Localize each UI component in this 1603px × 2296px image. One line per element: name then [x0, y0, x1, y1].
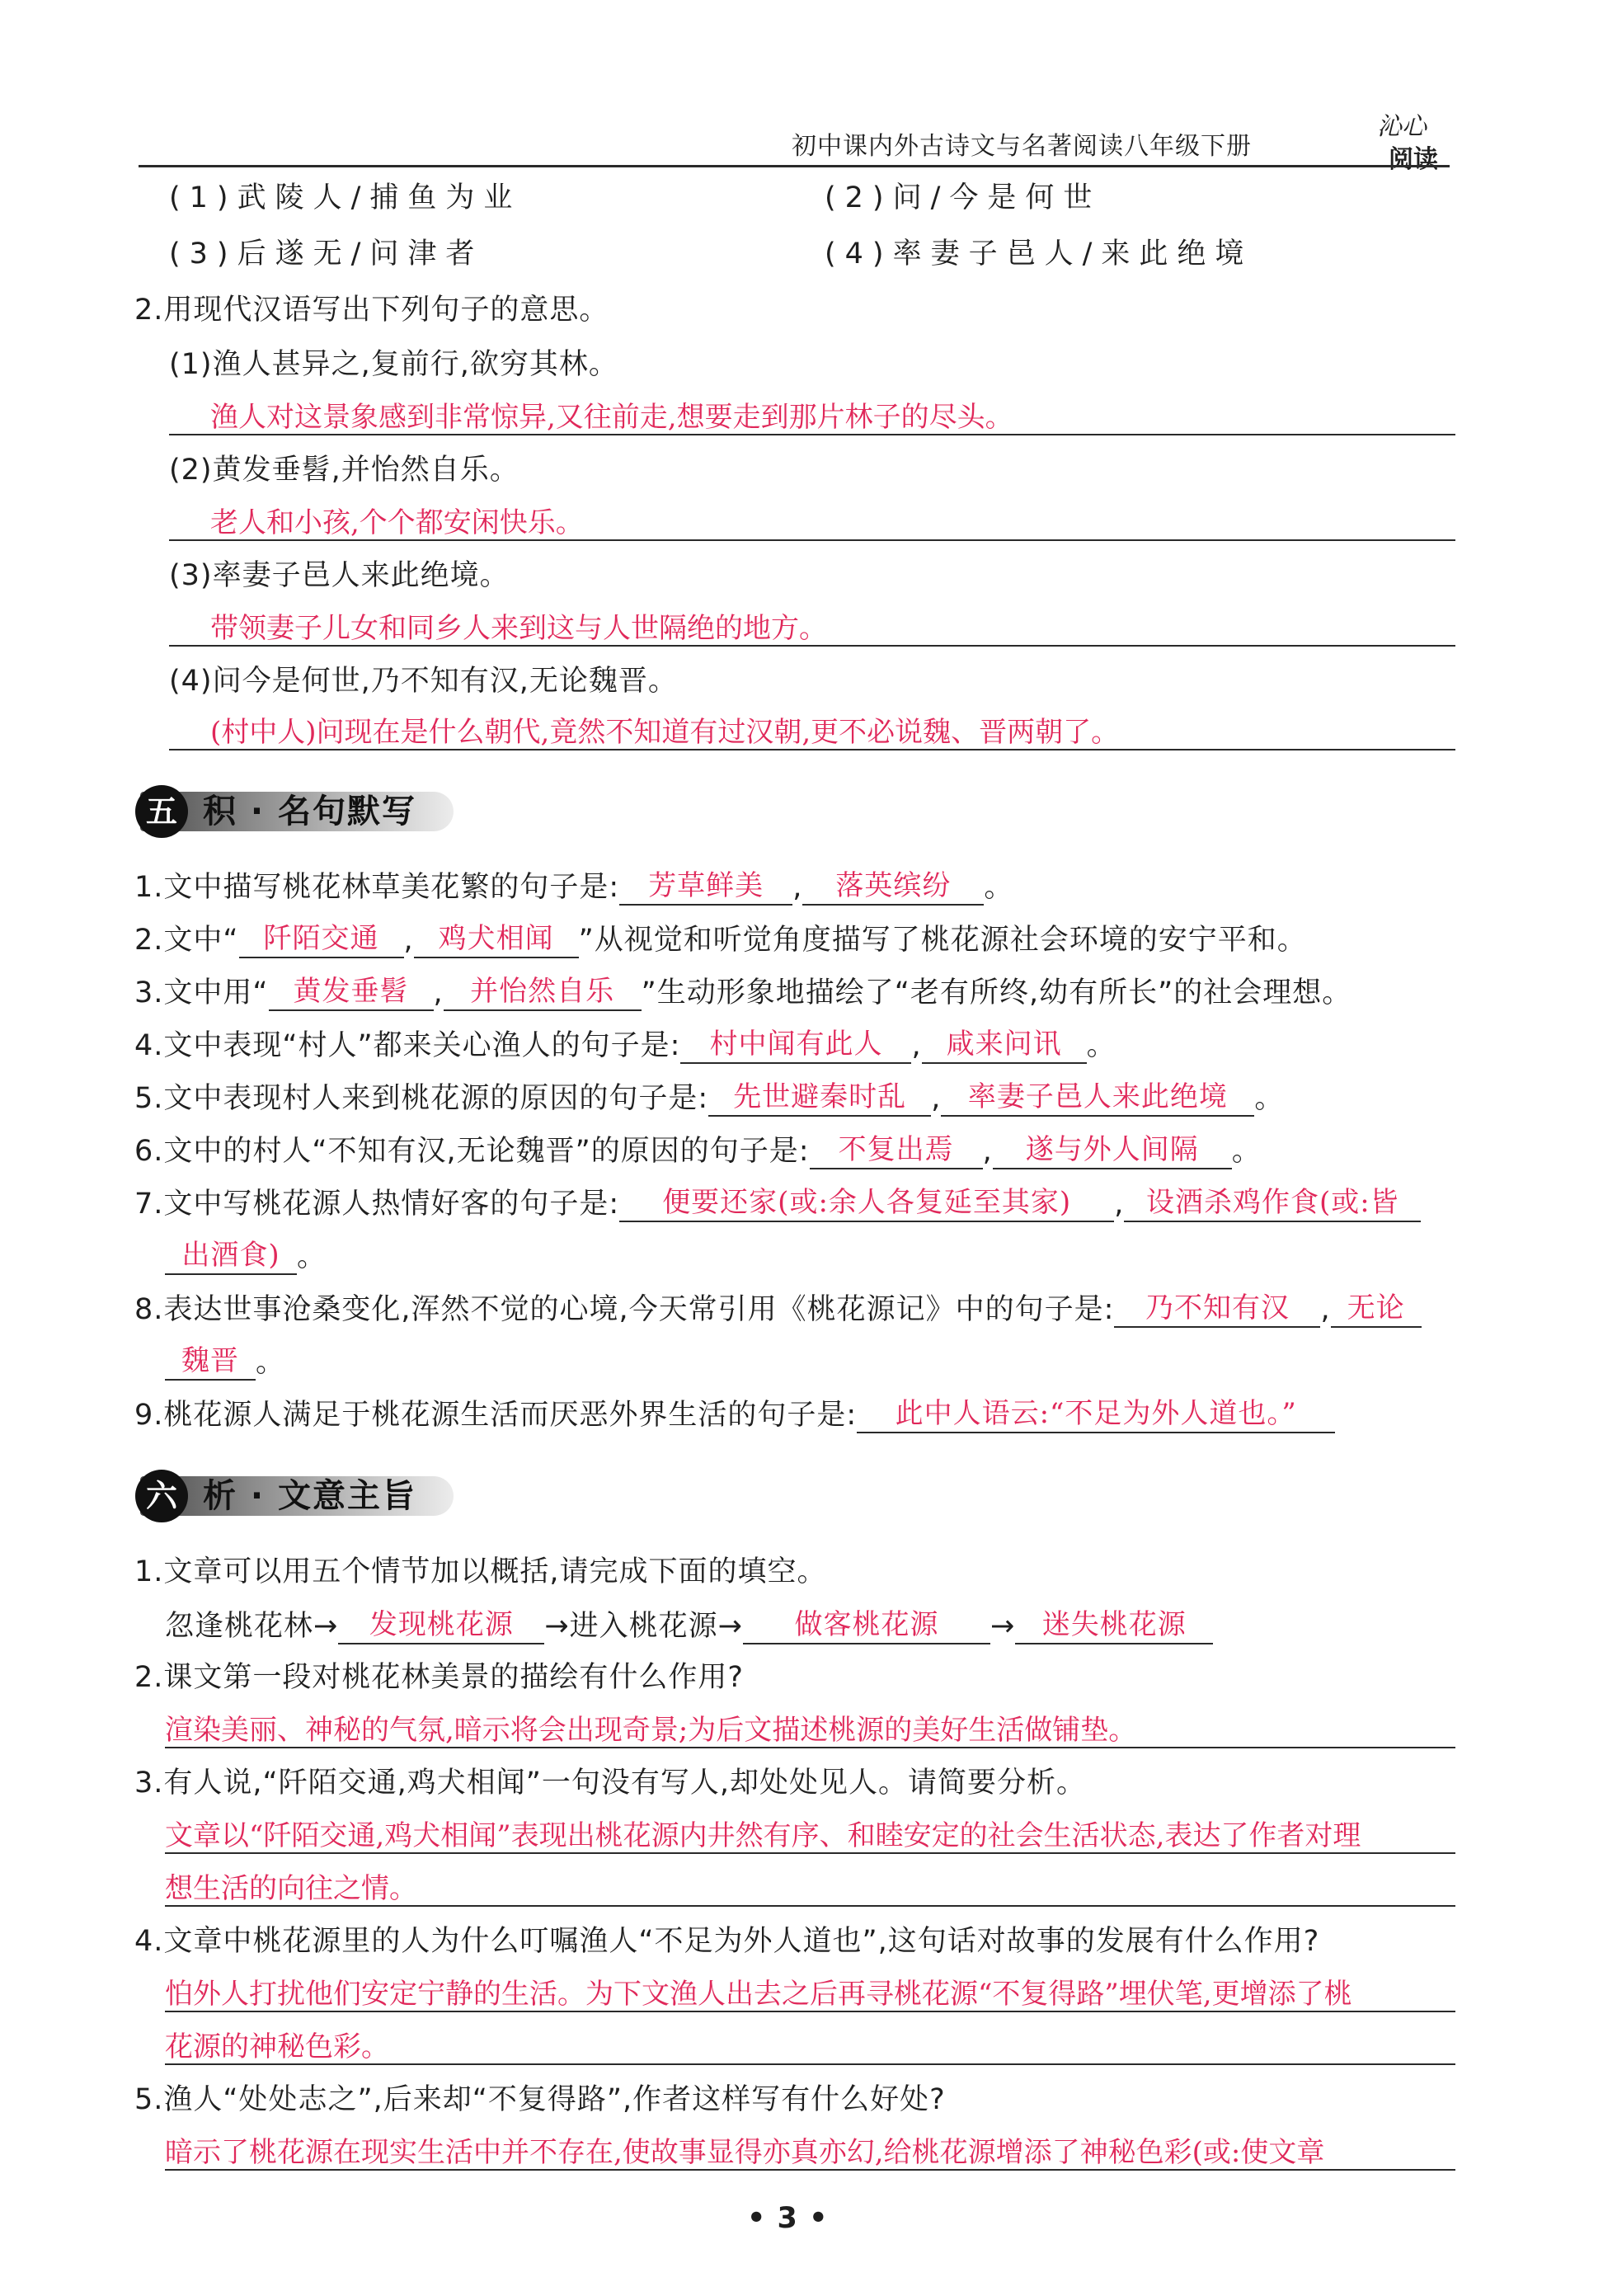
- brand-logo: [1361, 106, 1451, 172]
- s5-q9-text: 9.桃花源人满足于桃花源生活而厌恶外界生活的句子是:: [134, 1399, 858, 1432]
- s5-q9-blank-1: 此中人语云:“不足为外人道也。”: [857, 1395, 1335, 1433]
- answer-line: [169, 539, 1455, 541]
- s6-q4-title: 4.文章中桃花源里的人为什么叮嘱渔人“不足为外人道也”,这句话对故事的发展有什么作用?: [134, 1925, 1320, 1958]
- s5-q7: [134, 1184, 1421, 1222]
- q2-item-2: (2)黄发垂髫,并怡然自乐。: [169, 454, 519, 487]
- s5-q4-blank-1: 村中闻有此人: [680, 1026, 911, 1064]
- answer-line: [169, 645, 1455, 647]
- q2-answer-1: 渔人对这景象感到非常惊异,又往前走,想要走到那片林子的尽头。: [210, 401, 1013, 434]
- s5-q2: [134, 920, 1307, 958]
- s5-q5: [134, 1079, 1284, 1117]
- s5-q8-cont: [165, 1343, 285, 1381]
- answer-line: [165, 1747, 1455, 1748]
- s6-q3-answer-line-2: 想生活的向往之情。: [165, 1872, 417, 1905]
- s5-q8-text: 8.表达世事沧桑变化,浑然不觉的心境,今天常引用《桃花源记》中的句子是:: [134, 1293, 1115, 1326]
- q2-title: 2.用现代汉语写出下列句子的意思。: [134, 294, 609, 327]
- answer-line: [165, 2063, 1455, 2065]
- top-item-1: (1)武陵人/捕鱼为业: [169, 181, 522, 214]
- s5-q1-text: 1.文中描写桃花林草美花繁的句子是:: [134, 871, 620, 904]
- s5-q8-end: 。: [256, 1346, 286, 1379]
- s5-q3-sep: ,: [433, 976, 444, 1009]
- s5-q2-sep: ,: [403, 924, 414, 957]
- s5-q2-blank-1: 阡陌交通: [239, 920, 404, 958]
- s5-q7-blank-1: 便要还家(或:余人各复延至其家): [619, 1184, 1114, 1222]
- s6-q3-answer-line-1: 文章以“阡陌交通,鸡犬相闻”表现出桃花源内井然有序、和睦安定的社会生活状态,表达了作者对理: [165, 1819, 1361, 1852]
- s6-q1-step-2: →进入桃花源→: [544, 1610, 743, 1643]
- s5-q6-blank-1: 不复出焉: [810, 1132, 983, 1169]
- s5-q3-blank-1: 黄发垂髫: [269, 973, 434, 1011]
- s6-q2-answer: 渲染美丽、神秘的气氛,暗示将会出现奇景;为后文描述桃源的美好生活做铺垫。: [165, 1714, 1137, 1747]
- s5-q8: [134, 1290, 1422, 1328]
- s5-q1-blank-2: 落英缤纷: [802, 868, 984, 906]
- s5-q4-sep: ,: [911, 1029, 922, 1062]
- s5-q6: [134, 1132, 1262, 1169]
- s5-q2-end: ”从视觉和听觉角度描写了桃花源社会环境的安宁平和。: [578, 924, 1307, 957]
- s5-q7-sep: ,: [1114, 1188, 1125, 1221]
- s5-q6-end: 。: [1231, 1135, 1262, 1168]
- s5-q5-blank-2: 率妻子邑人来此绝境: [941, 1079, 1254, 1117]
- q2-answer-2: 老人和小孩,个个都安闲快乐。: [210, 506, 584, 539]
- s6-q1-title: 1.文章可以用五个情节加以概括,请完成下面的填空。: [134, 1555, 827, 1588]
- top-item-3: (3)后遂无/问津者: [169, 238, 484, 271]
- s5-q1-sep: ,: [792, 871, 803, 904]
- section-title: 析 · 文意主旨: [203, 1477, 417, 1515]
- s5-q2-text: 2.文中“: [134, 924, 239, 957]
- s6-q1-flow: [165, 1607, 1213, 1644]
- s5-q3-text: 3.文中用“: [134, 976, 269, 1009]
- s6-q3-title: 3.有人说,“阡陌交通,鸡犬相闻”一句没有写人,却处处见人。请简要分析。: [134, 1767, 1087, 1800]
- top-item-2: (2)问/今是何世: [825, 181, 1102, 214]
- s5-q5-end: 。: [1254, 1082, 1285, 1115]
- s5-q7-end: 。: [297, 1240, 327, 1273]
- s5-q8-blank-2-cont: 魏晋: [165, 1343, 256, 1381]
- s5-q7-text: 7.文中写桃花源人热情好客的句子是:: [134, 1188, 620, 1221]
- s5-q7-blank-2: 设酒杀鸡作食(或:皆: [1124, 1184, 1421, 1222]
- header-rule: [139, 165, 1450, 167]
- s6-q1-blank-2: 做客桃花源: [743, 1607, 990, 1644]
- s6-q4-answer-line-1: 怕外人打扰他们安定宁静的生活。为下文渔人出去之后再寻桃花源“不复得路”埋伏笔,更增添了桃: [165, 1978, 1352, 2011]
- q2-item-3: (3)率妻子邑人来此绝境。: [169, 559, 510, 592]
- s5-q5-text: 5.文中表现村人来到桃花源的原因的句子是:: [134, 1082, 709, 1115]
- book-title: 初中课内外古诗文与名著阅读八年级下册: [792, 132, 1252, 161]
- s6-q2-title: 2.课文第一段对桃花林美景的描绘有什么作用?: [134, 1661, 744, 1694]
- s5-q1-end: 。: [984, 871, 1014, 904]
- s5-q6-sep: ,: [982, 1135, 993, 1168]
- section-5-banner: [140, 783, 454, 841]
- answer-line: [169, 434, 1455, 435]
- s5-q8-blank-2: 无论: [1331, 1290, 1422, 1328]
- s5-q5-sep: ,: [931, 1082, 942, 1115]
- s6-q1-step-3: →: [990, 1610, 1016, 1643]
- answer-line: [165, 1852, 1455, 1854]
- answer-line: [169, 749, 1455, 750]
- s5-q8-blank-1: 乃不知有汉: [1114, 1290, 1320, 1328]
- s6-q1-blank-3: 迷失桃花源: [1015, 1607, 1213, 1644]
- answer-line: [165, 1905, 1455, 1907]
- top-item-4: (4)率妻子邑人/来此绝境: [825, 238, 1253, 271]
- logo-top: 沁心: [1377, 112, 1427, 141]
- s6-q1-blank-1: 发现桃花源: [338, 1607, 544, 1644]
- s6-q4-answer-line-2: 花源的神秘色彩。: [165, 2030, 389, 2063]
- s5-q1: [134, 868, 1013, 906]
- s6-q5-answer-line-1: 暗示了桃花源在现实生活中并不存在,使故事显得亦真亦幻,给桃花源增添了神秘色彩(或:使文章: [165, 2136, 1325, 2169]
- section-title: 积 · 名句默写: [203, 793, 417, 830]
- s5-q1-blank-1: 芳草鲜美: [619, 868, 792, 906]
- s5-q4-blank-2: 咸来问讯: [922, 1026, 1087, 1064]
- s5-q3-end: ”生动形象地描绘了“老有所终,幼有所长”的社会理想。: [641, 976, 1352, 1009]
- s5-q7-blank-2-cont: 出酒食): [165, 1237, 297, 1275]
- s5-q3-blank-2: 并怡然自乐: [444, 973, 642, 1011]
- q2-item-1: (1)渔人甚异之,复前行,欲穷其林。: [169, 348, 618, 381]
- s5-q7-cont: [165, 1237, 327, 1275]
- answer-line: [165, 2011, 1455, 2012]
- s5-q9: [134, 1395, 1335, 1433]
- s5-q3: [134, 973, 1352, 1011]
- q2-answer-3: 带领妻子儿女和同乡人来到这与人世隔绝的地方。: [210, 612, 827, 645]
- page-number: • 3 •: [747, 2202, 829, 2235]
- s5-q4: [134, 1026, 1116, 1064]
- logo-bottom: 阅读: [1389, 145, 1438, 174]
- q2-item-4: (4)问今是何世,乃不知有汉,无论魏晋。: [169, 665, 678, 698]
- s5-q5-blank-1: 先世避秦时乱: [708, 1079, 931, 1117]
- s6-q1-step-1: 忽逢桃花林→: [165, 1610, 339, 1643]
- s5-q6-text: 6.文中的村人“不知有汉,无论魏晋”的原因的句子是:: [134, 1135, 810, 1168]
- answer-line: [165, 2169, 1455, 2171]
- q2-answer-4: (村中人)问现在是什么朝代,竟然不知道有过汉朝,更不必说魏、晋两朝了。: [210, 716, 1120, 749]
- s5-q6-blank-2: 遂与外人间隔: [993, 1132, 1232, 1169]
- section-number: 五: [135, 785, 188, 838]
- s5-q4-text: 4.文中表现“村人”都来关心渔人的句子是:: [134, 1029, 681, 1062]
- s5-q8-sep: ,: [1320, 1293, 1331, 1326]
- s5-q2-blank-2: 鸡犬相闻: [414, 920, 579, 958]
- section-6-banner: [140, 1468, 454, 1526]
- s6-q5-title: 5.渔人“处处志之”,后来却“不复得路”,作者这样写有什么好处?: [134, 2083, 946, 2116]
- section-number: 六: [135, 1470, 188, 1522]
- s5-q4-end: 。: [1086, 1029, 1116, 1062]
